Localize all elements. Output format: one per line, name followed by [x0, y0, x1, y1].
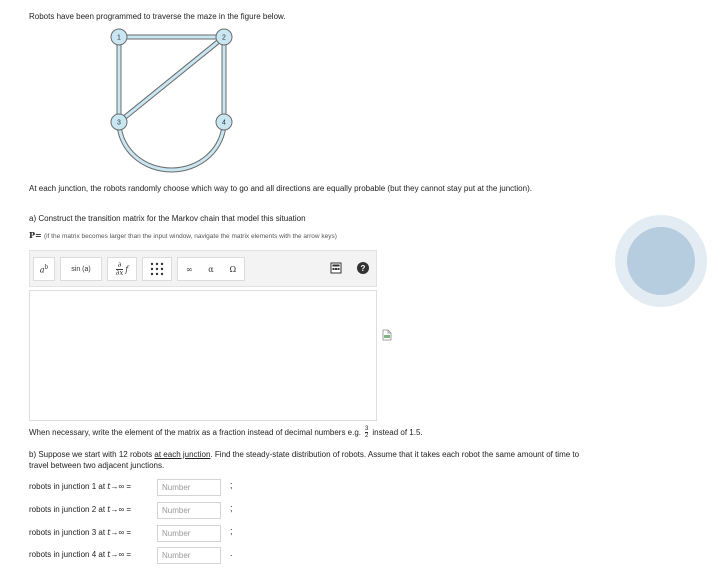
matrix-editor[interactable]: [29, 290, 377, 421]
answer-4-separator: .: [230, 548, 233, 558]
answer-label-3: robots in junction 3 at t→∞ =: [29, 528, 132, 537]
maze-figure: [100, 26, 250, 176]
answer-2-separator: ;: [230, 503, 233, 513]
junction-4-input[interactable]: [157, 547, 221, 564]
matrix-hint: (if the matrix becomes larger than the input window, navigate the matrix elements with the arrow keys): [43, 233, 337, 240]
document-icon[interactable]: [382, 329, 392, 341]
omega-symbol[interactable]: Ω: [229, 264, 237, 274]
sin-button[interactable]: sin (a): [60, 257, 102, 281]
junction-3-input[interactable]: [157, 525, 221, 542]
keyboard-icon[interactable]: [330, 262, 342, 274]
intro-text: Robots have been programmed to traverse the maze in the figure below.: [29, 12, 286, 21]
junction-1-label: 1: [117, 34, 121, 42]
junction-1-input[interactable]: [157, 479, 221, 496]
junction-4-label: 4: [222, 119, 226, 127]
infinity-symbol[interactable]: ∞: [185, 264, 193, 274]
junction-2-label: 2: [222, 34, 226, 42]
matrix-icon: [150, 262, 164, 276]
derivative-button[interactable]: $\frac{\partial}{\partial x}$ f: [107, 257, 137, 281]
matrix-instructions: [29, 230, 337, 242]
example-fraction: $\frac{3}{2}$: [365, 426, 369, 439]
junction-2-input[interactable]: [157, 502, 221, 519]
junction-rule-text: At each junction, the robots randomly choose which way to go and all directions are equally probable (but they cannot stay put at the junction).: [29, 184, 532, 193]
junction-3-label: 3: [117, 119, 121, 127]
answer-label-2: robots in junction 2 at t→∞ =: [29, 505, 132, 514]
matrix-button[interactable]: [142, 257, 172, 281]
avatar: [627, 227, 695, 295]
answer-3-separator: ;: [230, 526, 233, 536]
math-toolbar: [29, 250, 377, 287]
alpha-symbol[interactable]: α: [208, 264, 214, 274]
maze-edge-3-4-arc: [117, 119, 226, 170]
answer-label-4: robots in junction 4 at t→∞ =: [29, 550, 132, 559]
fraction-note: When necessary, write the element of the matrix as a fraction instead of decimal numbers e.g. $\frac{3}{2}$ instead of 1.5.: [29, 426, 423, 439]
part-b-text: b) Suppose we start with 12 robots at each junction. Find the steady-state distribution of robots. Assume that it takes each robot the same amount of time to travel between two adjacent junctions.: [29, 450, 580, 470]
part-a-text: a) Construct the transition matrix for the Markov chain that model this situation: [29, 214, 306, 223]
power-button[interactable]: $a^b$: [33, 257, 55, 281]
matrix-label: P=: [29, 230, 42, 240]
answer-label-1: robots in junction 1 at t→∞ =: [29, 482, 132, 491]
answer-1-separator: ;: [230, 480, 233, 490]
symbol-buttons: [177, 257, 245, 281]
help-button[interactable]: ?: [357, 262, 369, 274]
